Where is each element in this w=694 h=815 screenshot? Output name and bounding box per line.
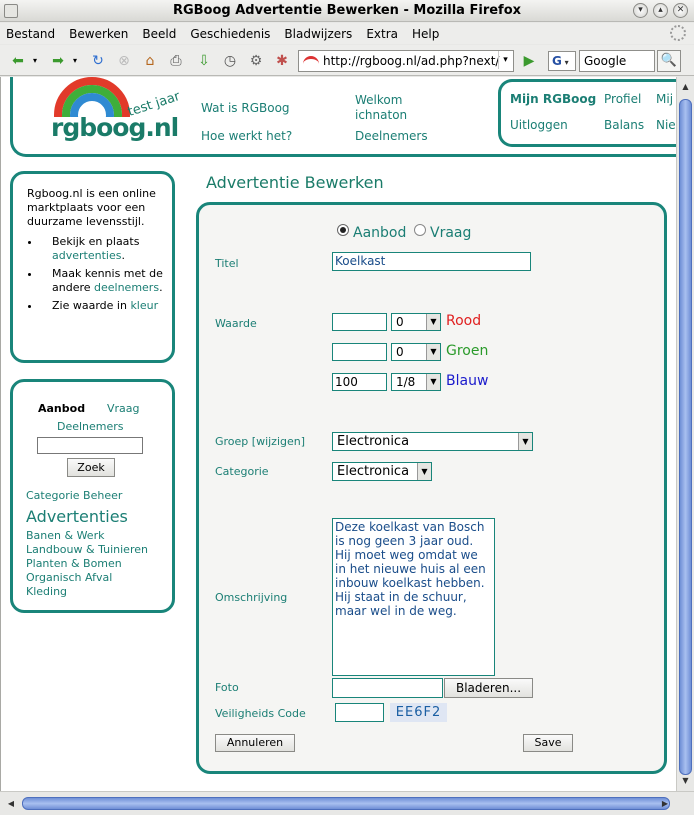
chevron-down-icon: ▼ [426,374,440,390]
radio-aanbod-label: Aanbod [353,225,407,241]
vertical-scroll-thumb[interactable] [679,99,692,775]
zoek-button[interactable]: Zoek [67,458,115,477]
menu-extra[interactable]: Extra [366,26,398,41]
groep-select[interactable]: Electronica ▼ [332,432,533,451]
radio-vraag-label: Vraag [430,225,472,241]
list-item: • Maak kennis met de andere deelnemers. [41,267,167,295]
nav-wat-is-rgboog[interactable]: Wat is RGBoog [201,101,290,115]
cancel-button[interactable]: Annuleren [215,734,295,752]
groen-label: Groen [446,343,489,359]
reload-icon[interactable]: ↻ [92,53,104,69]
browse-button[interactable]: Bladeren... [444,678,533,698]
radio-aanbod[interactable] [337,224,349,236]
window-menu-icon[interactable] [4,4,18,18]
categorie-label: Categorie [215,465,269,478]
category-planten-bomen[interactable]: Planten & Bomen [26,557,122,570]
close-icon[interactable]: ✕ [673,3,688,18]
omschrijving-textarea[interactable]: Deze koelkast van Bosch is nog geen 3 jaar oud. Hij moet weg omdat we in het nieuwe huis al een inbouw koelkast hebben. Hij staat in de schuur, maar wel in de weg. [332,518,495,676]
member-menu [498,79,676,147]
url-bar[interactable] [298,50,514,72]
groen-amount-input[interactable] [332,343,387,361]
forward-dropdown-icon[interactable]: ▾ [72,56,77,65]
radio-vraag[interactable] [414,224,426,236]
scroll-left-icon[interactable]: ◀ [7,799,15,808]
foto-label: Foto [215,681,239,694]
site-icon [303,56,319,66]
back-dropdown-icon[interactable]: ▾ [32,56,37,65]
groep-label: Groep [wijzigen] [215,435,306,448]
nav-deelnemers[interactable]: Deelnemers [355,129,428,143]
link-kleur[interactable]: kleur [130,299,159,312]
rood-amount-input[interactable] [332,313,387,331]
rainbow-logo-icon[interactable] [54,77,130,117]
throbber-icon [670,25,686,41]
omschrijving-label: Omschrijving [215,591,288,604]
member-balans[interactable]: Balans [604,118,645,132]
go-icon[interactable]: ▶ [523,53,535,69]
member-profiel[interactable]: Profiel [604,92,642,106]
horizontal-scrollbar[interactable] [0,791,694,815]
link-deelnemers[interactable]: deelnemers [94,281,160,294]
link-advertenties[interactable]: advertenties [52,249,122,262]
titel-input[interactable]: Koelkast [332,252,531,271]
security-code-label: Veiligheids Code [215,707,306,720]
search-icon[interactable]: 🔍 [657,50,681,72]
foto-file-input[interactable] [332,678,443,698]
blauw-label: Blauw [446,373,489,389]
save-button[interactable]: Save [523,734,573,752]
menu-geschiedenis[interactable]: Geschiedenis [190,26,271,41]
tab-aanbod[interactable]: Aanbod [38,402,86,415]
maximize-icon[interactable]: ▴ [653,3,668,18]
security-code-input[interactable] [335,703,384,722]
addon-icon[interactable]: ✱ [276,53,288,69]
category-admin-link[interactable]: Categorie Beheer [26,489,123,502]
member-nieuw[interactable]: Nie [656,118,676,132]
sidebar-bullets [27,235,167,313]
horizontal-scroll-thumb[interactable] [22,797,670,810]
member-uitloggen[interactable]: Uitloggen [510,118,568,132]
nav-hoe-werkt-het[interactable]: Hoe werkt het? [201,129,293,143]
vertical-scrollbar[interactable] [676,77,694,791]
scroll-down-icon[interactable]: ▼ [682,776,689,785]
tab-vraag[interactable]: Vraag [107,402,140,415]
stop-icon[interactable]: ⊗ [118,53,130,69]
member-mij[interactable]: Mij [656,92,674,106]
settings-icon[interactable]: ⚙ [249,53,263,69]
window-titlebar [0,0,694,22]
scroll-right-icon[interactable]: ▶ [661,799,669,808]
sidebar-search-input[interactable] [37,437,143,454]
categorie-select[interactable]: Electronica ▼ [332,462,432,481]
chevron-down-icon: ▼ [426,344,440,360]
logo-tagline: test jaar [126,89,182,120]
menu-beeld[interactable]: Beeld [142,26,177,41]
back-icon[interactable]: ⬅ [12,53,24,69]
menu-bar [0,23,694,44]
search-engine-selector[interactable]: G ▾ [548,51,576,71]
download-icon[interactable]: ⇩ [198,53,210,69]
rood-label: Rood [446,313,482,329]
menu-bestand[interactable]: Bestand [6,26,56,41]
list-item: • Bekijk en plaats advertenties. [41,235,167,263]
category-organisch-afval[interactable]: Organisch Afval [26,571,113,584]
security-code-image: EE6F2 [390,703,447,722]
navigation-toolbar [0,45,694,76]
print-icon[interactable]: ⎙ [170,53,182,69]
home-icon[interactable]: ⌂ [145,53,155,69]
chevron-down-icon: ▼ [417,463,431,480]
category-banen-werk[interactable]: Banen & Werk [26,529,105,542]
member-title[interactable]: Mijn RGBoog [510,92,597,106]
nav-welkom-user[interactable]: Welkom ichnaton [355,93,408,122]
window-title: RGBoog Advertentie Bewerken - Mozilla Firefox [172,3,522,18]
scroll-up-icon[interactable]: ▲ [682,82,689,91]
waarde-label: Waarde [215,317,257,330]
chevron-down-icon: ▼ [426,314,440,330]
logo-text[interactable]: rgboog.nl [51,113,179,142]
chevron-down-icon: ▼ [518,433,532,450]
forward-icon[interactable]: ➡ [52,53,64,69]
url-dropdown-icon[interactable]: ▾ [498,51,512,69]
url-text: http://rgboog.nl/ad.php?next/ [323,54,500,68]
page-content [0,77,676,791]
list-item: • Zie waarde in kleur [41,299,167,313]
search-engine-logo: G [552,54,562,68]
titel-label: Titel [215,257,239,270]
sidebar-intro: Rgboog.nl is een online marktplaats voor een duurzame levensstijl. [27,187,156,228]
groen-fraction-select[interactable]: 0 ▼ [391,343,441,361]
rood-fraction-select[interactable]: 0 ▼ [391,313,441,331]
minimize-icon[interactable]: ▾ [633,3,648,18]
blauw-amount-input[interactable]: 100 [332,373,387,391]
menu-bewerken[interactable]: Bewerken [69,26,129,41]
menu-bladwijzers[interactable]: Bladwijzers [284,26,353,41]
blauw-fraction-select[interactable]: 1/8 ▼ [391,373,441,391]
category-kleding[interactable]: Kleding [26,585,68,598]
search-input[interactable]: Google [579,50,655,72]
tab-deelnemers[interactable]: Deelnemers [57,420,124,433]
category-landbouw-tuinieren[interactable]: Landbouw & Tuinieren [26,543,148,556]
advertenties-title[interactable]: Advertenties [26,507,128,526]
page-title: Advertentie Bewerken [206,173,384,192]
menu-help[interactable]: Help [412,26,440,41]
history-icon[interactable]: ◷ [223,53,237,69]
